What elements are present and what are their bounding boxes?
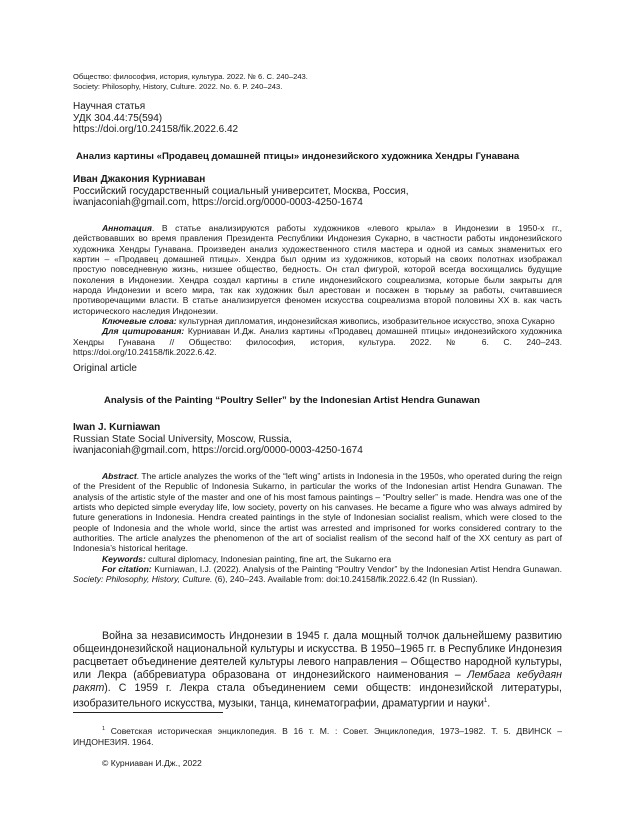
abstract-text-ru: . В статье анализируются работы художников «левого крыла» в Индонезии в 1950-х гг., действовавших во время правления Президента Республики Индонезия Сукарно, в частности работы индонезийского художника Хендры Гунавана. Произведен анализ художественного стиля мастера и одной из самых знаменитых его картин – «Продавец домашней птицы». Хендра был одним из художников, который на своих полотнах изображал простую повседневную жизнь, низшее общество, бедность. Он стал фигурой, которой всегда восхищались будущие поколения в Индонезии. Хендра создал картины в стиле индонезийского соцреализма, которые были закрыты для народа Индонезии и всего мира, так как художник был арестован и посажен в тюрьму за работы, считавшиеся противоречащими власти. В статье анализируется феномен искусства соцреализма второй половины XX в. как часть исторического наследия Индонезии. (73, 223, 562, 316)
footnote-ref[interactable]: 1 (483, 698, 488, 704)
citation-en-a: Kurniawan, I.J. (2022). Analysis of the Painting “Poultry Vendor” by the Indonesian Artist Hendra Gunawan. (151, 564, 562, 575)
abstract-label-ru: Аннотация (102, 223, 152, 233)
copyright: © Курниаван И.Дж., 2022 (102, 758, 202, 768)
keywords-ru: культурная дипломатия, индонезийская живопись, изобразительное искусство, эпоха Сукарно (176, 316, 555, 327)
citation-ru: Курниаван И.Дж. Анализ картины «Продавец домашней птицы» индонезийского художника Хендры Гунавана // Общество: философия, история, культура. 2022. № 6. С. 240–243. https://doi.org/10.24158/fik.2022.6.42. (73, 326, 563, 358)
author-block-ru (73, 174, 562, 209)
author-affiliation-en: Russian State Social University, Moscow, Russia, (73, 433, 292, 445)
footnote (73, 724, 562, 748)
keywords-label-en: Keywords: (102, 553, 146, 564)
running-header (73, 72, 562, 92)
abstract-ru (73, 223, 562, 357)
title-ru: Анализ картины «Продавец домашней птицы» индонезийского художника Хендры Гунавана (76, 151, 520, 162)
doi-link[interactable]: https://doi.org/10.24158/fik.2022.6.42 (73, 124, 239, 135)
author-affiliation-ru: Российский государственный социальный университет, Москва, Россия, (73, 185, 409, 197)
abstract-label-en: Abstract (102, 471, 137, 481)
title-en: Analysis of the Painting “Poultry Seller” by the Indonesian Artist Hendra Gunawan (104, 395, 480, 406)
journal-ru: Общество: философия, история, культура. 2022. № 6. С. 240–243. (73, 72, 308, 81)
article-type-en: Original article (73, 363, 137, 374)
body-paragraph (73, 630, 562, 711)
citation-en-b: (6), 240–243. Available from: doi:10.24158/fik.2022.6.42 (In Russian). (212, 574, 478, 585)
keywords-en: cultural diplomacy, Indonesian painting, fine art, the Sukarno era (145, 553, 392, 564)
keywords-label-ru: Ключевые слова: (102, 316, 177, 327)
footnote-text: Советская историческая энциклопедия. В 16 т. М. : Совет. Энциклопедия, 1973–1982. Т. 5. ДВИНСК – ИНДОНЕЗИЯ. 1964. (73, 725, 562, 747)
body-text-end: . (487, 697, 491, 710)
footnote-number: 1 (102, 726, 106, 732)
citation-label-en: For citation: (102, 564, 152, 575)
body-text-b: ). С 1959 г. Лекра стала объединением семи обществ: индонезийской литературы, изобразительного искусства, музыки, танца, кинематографии, драматургии и науки (73, 682, 562, 710)
udk: УДК 304.44:75(594) (73, 112, 163, 124)
author-name-ru: Иван Джакония Курниаван (73, 174, 206, 185)
author-name-en: Iwan J. Kurniawan (73, 422, 161, 433)
citation-label-ru: Для цитирования: (102, 326, 185, 337)
article-type-ru: Научная статья (73, 101, 146, 112)
abstract-text-en: . The article analyzes the works of the “left wing” artists in Indonesia in the 1950s, who operated during the reign of the President of the Republic of Indonesia Sukarno, in particular the works of the Indonesian artist Hendra Gunawan. The analysis of the artistic style of the master and one of his most famous paintings – “Poultry seller” is made. Hendra was one of the artists who depicted simple everyday life, low society, poverty on his canvases. He became a figure who was always admired by future generations in Indonesia. Hendra created paintings in the style of Indonesian socialist realism, which were closed to the people of Indonesia and the whole world, since the artist was arrested and imprisoned for works considered contrary to the authorities. The article analyzes the phenomenon of the art of socialist realism of the second half of the XX century as part of Indonesia’s historical heritage. (73, 471, 562, 554)
citation-en-journal: Society: Philosophy, History, Culture. (73, 574, 213, 585)
body-text-a: Война за независимость Индонезии в 1945 г. дала мощный толчок дальнейшему развитию общеиндонезийской национальной культуры и искусства. В 1950–1965 гг. в Республике Индонезия расцветает объединение деятелей культуры левого направления – Общество народной культуры, или Лекра (аббревиатура образована от индонезийского наименования – (73, 630, 562, 681)
body-text-italic: Лембага кебудаян ракят (73, 669, 562, 694)
article-meta-ru (73, 101, 562, 136)
abstract-en (73, 471, 562, 585)
author-block-en (73, 422, 562, 457)
journal-en: Society: Philosophy, History, Culture. 2022. No. 6. P. 240–243. (73, 82, 283, 91)
author-contacts-en: iwanjaconiah@gmail.com, https://orcid.org/0000-0003-4250-1674 (73, 445, 363, 456)
footnote-divider (73, 712, 223, 713)
author-contacts-ru: iwanjaconiah@gmail.com, https://orcid.org/0000-0003-4250-1674 (73, 197, 363, 208)
